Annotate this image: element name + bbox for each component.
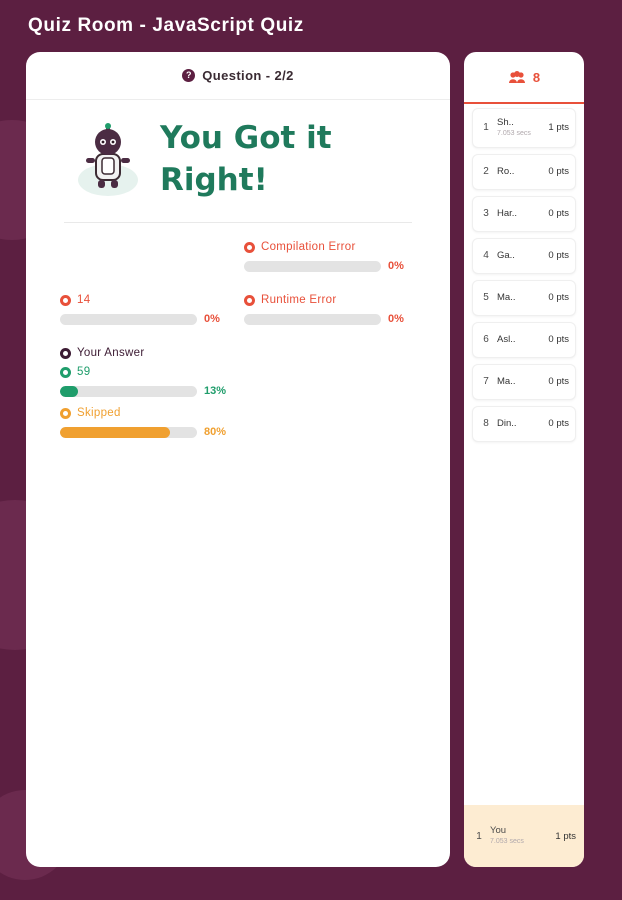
stat-item xyxy=(60,241,230,272)
stat-label: 14 xyxy=(77,294,91,306)
robot-mascot-icon xyxy=(66,118,150,202)
result-banner xyxy=(26,100,450,210)
player-points: 1 pts xyxy=(548,122,569,134)
progress-bar xyxy=(60,386,197,397)
result-text: You Got it Right! xyxy=(160,120,332,198)
quiz-card xyxy=(26,52,450,867)
player-name: Ma.. xyxy=(497,376,516,388)
player-name: Din.. xyxy=(497,418,517,430)
player-points: 0 pts xyxy=(548,208,569,220)
player-name: Asl.. xyxy=(497,334,516,346)
clock-icon: ? xyxy=(182,69,195,82)
app-header xyxy=(0,0,622,52)
list-item[interactable] xyxy=(472,154,576,190)
self-time: 7.053 secs xyxy=(490,838,524,846)
rank: 2 xyxy=(483,166,489,178)
stat-percent: 13% xyxy=(204,385,227,397)
progress-bar xyxy=(60,314,197,325)
main-body xyxy=(0,52,622,872)
answer-stats-secondary xyxy=(26,407,450,460)
check-dot-icon xyxy=(60,367,71,378)
player-name: Ga.. xyxy=(497,250,515,262)
player-points: 0 pts xyxy=(548,250,569,262)
list-item[interactable] xyxy=(472,238,576,274)
player-name: Ma.. xyxy=(497,292,516,304)
player-points: 0 pts xyxy=(548,166,569,178)
your-answer-dot-icon xyxy=(60,348,71,359)
question-header xyxy=(26,52,450,100)
stat-percent: 80% xyxy=(204,426,227,438)
self-rank: 1 xyxy=(476,830,482,842)
progress-fill xyxy=(60,427,170,438)
stat-item xyxy=(244,241,414,272)
status-dot-icon xyxy=(60,408,71,419)
stat-label: Skipped xyxy=(77,407,121,419)
stat-percent: 0% xyxy=(388,260,404,272)
rank: 4 xyxy=(483,250,489,262)
stat-percent: 0% xyxy=(204,313,220,325)
progress-bar xyxy=(60,427,197,438)
answer-stats xyxy=(26,223,450,419)
page-title: Quiz Room - JavaScript Quiz xyxy=(28,15,304,36)
participant-count: 8 xyxy=(532,69,541,85)
player-points: 0 pts xyxy=(548,334,569,346)
stat-percent: 0% xyxy=(388,313,404,325)
progress-bar xyxy=(244,314,381,325)
status-dot-icon xyxy=(244,295,255,306)
player-time: 7.053 secs xyxy=(497,130,531,137)
player-points: 0 pts xyxy=(548,292,569,304)
list-item[interactable] xyxy=(472,406,576,442)
rank: 5 xyxy=(483,292,489,304)
people-icon xyxy=(508,71,526,84)
list-item[interactable] xyxy=(472,108,576,148)
player-name: Har.. xyxy=(497,208,518,220)
leaderboard-header xyxy=(464,52,584,104)
stat-label: Runtime Error xyxy=(261,294,337,306)
rank: 7 xyxy=(483,376,489,388)
player-points: 0 pts xyxy=(548,418,569,430)
list-item[interactable] xyxy=(472,280,576,316)
progress-bar xyxy=(244,261,381,272)
stat-item xyxy=(60,407,230,438)
rank: 1 xyxy=(483,122,489,134)
self-points: 1 pts xyxy=(555,830,576,842)
player-name: Sh.. xyxy=(497,117,514,128)
leaderboard-self-row xyxy=(464,805,584,867)
list-item[interactable] xyxy=(472,196,576,232)
leaderboard-list[interactable] xyxy=(464,104,584,805)
stat-label: Compilation Error xyxy=(261,241,356,253)
stat-item xyxy=(60,294,230,325)
rank: 3 xyxy=(483,208,489,220)
your-answer-label: Your Answer xyxy=(77,347,145,359)
player-points: 0 pts xyxy=(548,376,569,388)
rank: 6 xyxy=(483,334,489,346)
rank: 8 xyxy=(483,418,489,430)
list-item[interactable] xyxy=(472,322,576,358)
stat-item-your-answer xyxy=(60,347,230,397)
list-item[interactable] xyxy=(472,364,576,400)
player-name: Ro.. xyxy=(497,166,515,178)
stat-label: 59 xyxy=(77,366,91,378)
status-dot-icon xyxy=(244,242,255,253)
leaderboard-panel xyxy=(464,52,584,867)
status-dot-icon xyxy=(60,295,71,306)
question-label: Question - 2/2 xyxy=(202,68,294,83)
self-name: You xyxy=(490,825,507,837)
stat-item xyxy=(244,294,414,325)
progress-fill xyxy=(60,386,78,397)
